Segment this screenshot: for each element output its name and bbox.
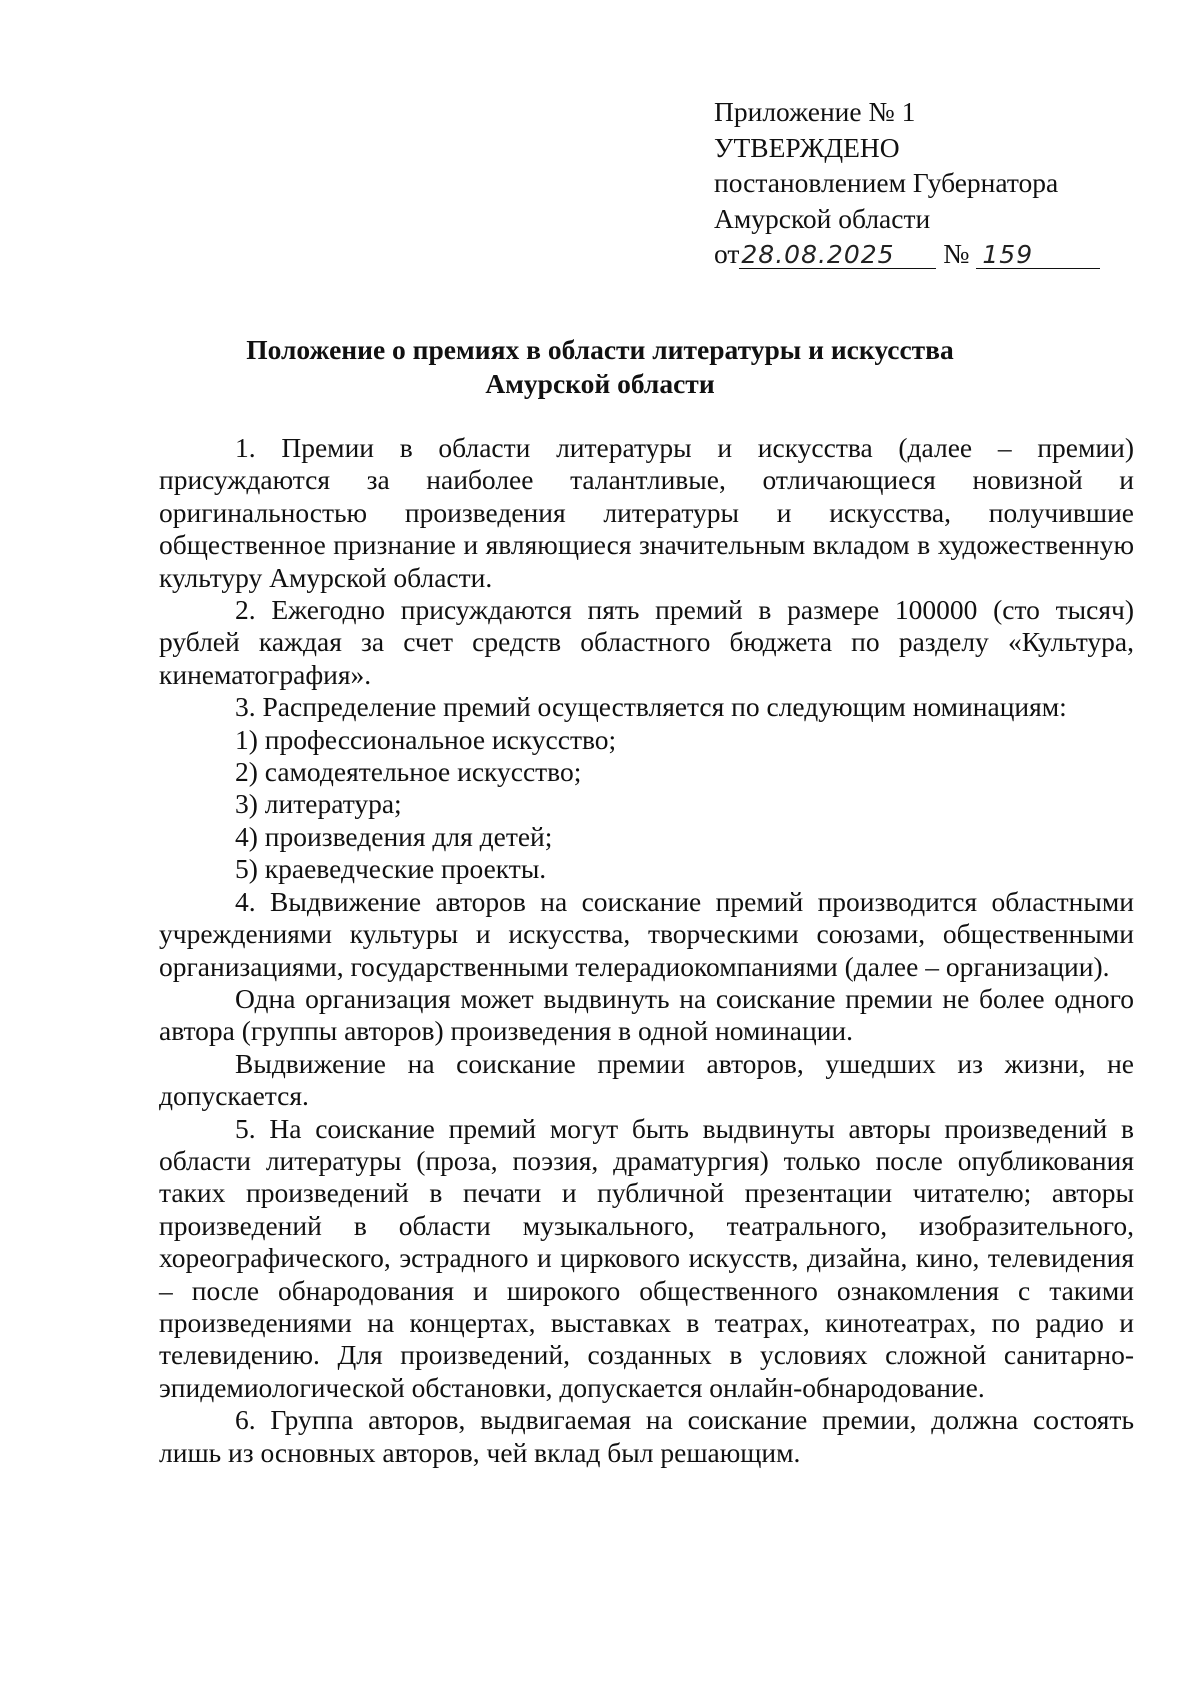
- nomination-item: 2) самодеятельное искусство;: [235, 756, 582, 788]
- handwritten-date: 28.08.2025: [741, 240, 895, 269]
- title-line-1: Положение о премиях в области литературы и искусства: [246, 334, 954, 365]
- document-title: [150, 333, 1050, 401]
- approved-label: УТВЕРЖДЕНО: [714, 131, 900, 163]
- date-field: [739, 241, 936, 269]
- approval-stamp: [714, 94, 1114, 272]
- paragraph-2: 2. Ежегодно присуждаются пять премий в размере 100000 (сто тысяч) рублей каждая за счет средств областного бюджета по разделу «Культура, кинематография».: [159, 594, 1134, 690]
- appendix-number: Приложение № 1: [714, 96, 916, 127]
- document-body: [159, 432, 1134, 1469]
- nomination-item: 3) литература;: [235, 788, 402, 820]
- nomination-item: 5) краеведческие проекты.: [235, 853, 547, 885]
- paragraph-4: 4. Выдвижение авторов на соискание премий производится областными учреждениями культуры и искусства, творческими союзами, общественными организациями, государственными телерадиокомпаниями (далее – организации).: [159, 885, 1134, 982]
- title-line-2: Амурской области: [485, 368, 715, 399]
- paragraph-6: 6. Группа авторов, выдвигаемая на соискание премии, должна состоять лишь из основных авторов, чей вклад был решающим.: [159, 1404, 1134, 1468]
- approved-by: постановлением Губернатора: [714, 167, 1059, 198]
- paragraph-5: 5. На соискание премий могут быть выдвинуты авторы произведений в области литературы (проза, поэзия, драматургия) только после опубликования таких произведений в печати и публичной презентации читателю; авторы произведений в области музыкального, театрального, изобразительного, хореографического, эстрадного и циркового искусств, дизайна, кино, телевидения – после обнародования и широкого общественного ознакомления с такими произведениями на концертах, выставках в театрах, кинотеатрах, по радио и телевидению. Для произведений, созданных в условиях сложной санитарно-эпидемиологической обстановки, допускается онлайн-обнародование.: [159, 1112, 1134, 1403]
- paragraph-1: 1. Премии в области литературы и искусства (далее – премии) присуждаются за наиболее талантливые, отличающиеся новизной и оригинальностью произведения литературы и искусства, получившие общественное признание и являющиеся значительным вкладом в художественную культуру Амурской области.: [159, 432, 1134, 593]
- nomination-item: 1) профессиональное искусство;: [235, 723, 617, 755]
- paragraph-4-note-1: Одна организация может выдвинуть на соискание премии не более одного автора (группы авторов) произведения в одной номинации.: [159, 982, 1134, 1047]
- handwritten-number: 159: [982, 240, 1034, 269]
- date-prefix: от: [714, 238, 740, 269]
- paragraph-3: 3. Распределение премий осуществляется по следующим номинациям:: [235, 691, 1067, 723]
- number-field: [976, 241, 1100, 269]
- approval-date-line: [714, 236, 1114, 272]
- nomination-item: 4) произведения для детей;: [235, 820, 553, 852]
- number-prefix: №: [943, 238, 970, 269]
- approved-region: Амурской области: [714, 202, 931, 234]
- paragraph-4-note-2: Выдвижение на соискание премии авторов, ушедших из жизни, не допускается.: [159, 1047, 1134, 1112]
